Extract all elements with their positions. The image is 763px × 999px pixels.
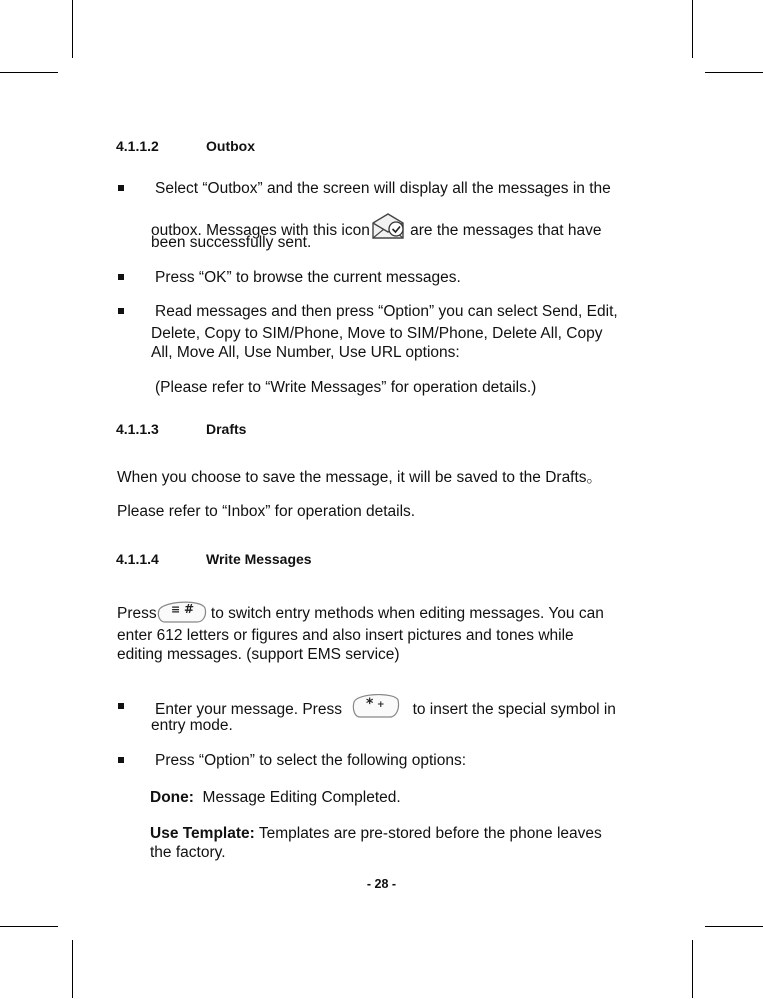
section-number: 4.1.1.2 (116, 138, 159, 154)
outbox-bullet1-line1: Select “Outbox” and the screen will display all the messages in the (155, 180, 611, 197)
write-bullet1-pre: Enter your message. Press (155, 701, 342, 718)
bullet-marker (118, 308, 124, 314)
crop-mark (72, 0, 73, 58)
drafts-line2: Please refer to “Inbox” for operation details. (117, 503, 416, 520)
option-done (150, 788, 401, 807)
bullet-marker (118, 703, 124, 709)
outbox-bullet3-line2: Delete, Copy to SIM/Phone, Move to SIM/Phone, Delete All, Copy (151, 325, 603, 342)
bullet-marker (118, 274, 124, 280)
write-para-line3: editing messages. (support EMS service) (117, 646, 400, 663)
section-number: 4.1.1.4 (116, 551, 159, 567)
write-para-line1 (117, 596, 646, 629)
write-bullet2: Press “Option” to select the following options: (155, 752, 467, 769)
crop-mark (0, 926, 58, 927)
outbox-bullet1-post: are the messages that have (405, 222, 602, 239)
outbox-bullet3-line1: Read messages and then press “Option” you can select Send, Edit, (155, 303, 618, 320)
outbox-bullet3-line3: All, Move All, Use Number, Use URL options: (151, 344, 460, 361)
outbox-note: (Please refer to “Write Messages” for operation details.) (155, 379, 537, 396)
section-heading-write-messages (116, 551, 312, 567)
section-heading-outbox (116, 138, 255, 154)
option-template-line2: the factory. (150, 844, 226, 861)
crop-mark (0, 72, 58, 73)
svg-text:#: # (183, 602, 194, 616)
option-template-label: Use Template: (150, 825, 255, 842)
bullet-marker (118, 185, 124, 191)
section-title: Drafts (206, 421, 247, 437)
hash-key-icon (157, 596, 207, 629)
crop-mark (72, 940, 73, 998)
page-number: - 28 - (366, 877, 397, 891)
svg-text:≡: ≡ (170, 603, 180, 616)
option-template-text: Templates are pre-stored before the phone leaves (258, 825, 602, 842)
write-para-line1-post: to switch entry methods when editing messages. You can (206, 605, 604, 622)
crop-mark (692, 0, 693, 58)
section-title: Write Messages (206, 551, 312, 567)
write-para-press: Press (117, 605, 157, 622)
outbox-bullet1-pre: outbox. Messages with this icon (151, 222, 370, 239)
outbox-bullet2: Press “OK” to browse the current messages. (155, 269, 461, 286)
crop-mark (705, 926, 763, 927)
bullet-marker (118, 757, 124, 763)
option-done-label: Done: (150, 789, 194, 806)
section-heading-drafts (116, 421, 246, 437)
option-template-line1 (150, 824, 646, 843)
svg-text:*: * (366, 696, 374, 712)
crop-mark (692, 940, 693, 998)
section-title: Outbox (206, 138, 255, 154)
outbox-bullet1-line3: been successfully sent. (151, 234, 312, 251)
sent-message-icon (370, 211, 406, 246)
drafts-line1: When you choose to save the message, it will be saved to the Drafts。 (117, 469, 603, 486)
option-done-text: Message Editing Completed. (202, 789, 401, 806)
svg-text:+: + (377, 700, 385, 710)
write-bullet1-line2: entry mode. (151, 717, 233, 734)
write-bullet1-post: to insert the special symbol in (412, 701, 616, 718)
star-key-icon (352, 690, 400, 725)
section-number: 4.1.1.3 (116, 421, 159, 437)
write-para-line2: enter 612 letters or figures and also insert pictures and tones while (117, 627, 574, 644)
crop-mark (705, 72, 763, 73)
